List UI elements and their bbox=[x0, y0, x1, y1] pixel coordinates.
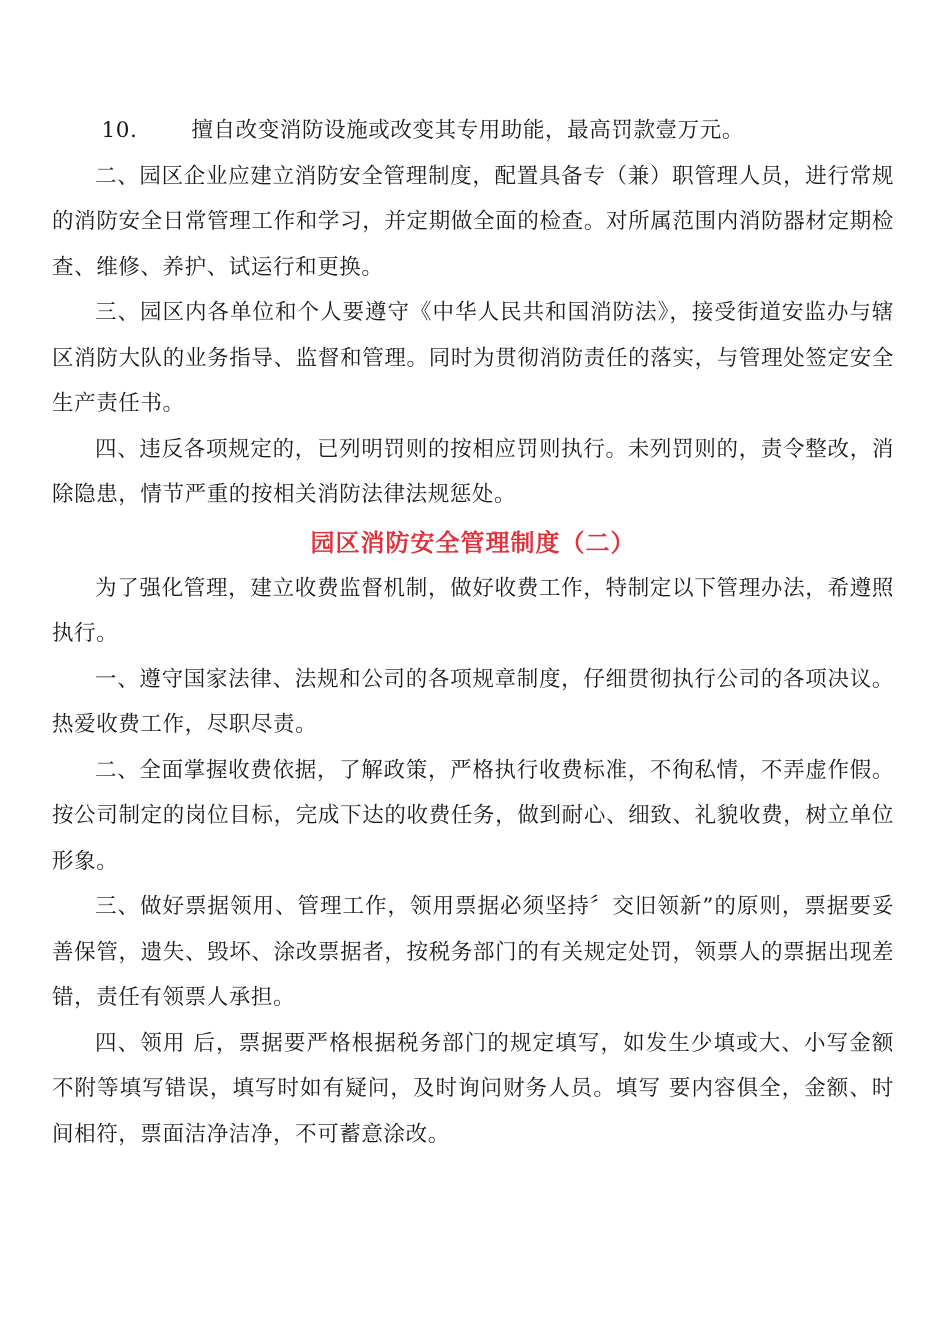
section1-paragraph-2: 二、园区企业应建立消防安全管理制度，配置具备专（兼）职管理人员，进行常规的消防安全日常管理工作和学习，并定期做全面的检查。对所属范围内消防器材定期检查、维修、养护、试运行和更换。 bbox=[52, 163, 894, 280]
section2-paragraph-2: 二、全面掌握收费依据，了解政策，严格执行收费标准，不徇私情，不弄虚作假。按公司制定的岗位目标，完成下达的收费任务，做到耐心、细致、礼貌收费，树立单位形象。 bbox=[52, 757, 894, 874]
section2-paragraph-3: 三、做好票据领用、管理工作，领用票据必须坚持〞交旧领新”的原则，票据要妥善保管，遗失、毁坏、涂改票据者，按税务部门的有关规定处罚，领票人的票据出现差错，责任有领票人承担。 bbox=[52, 894, 894, 1010]
section2-intro: 为了强化管理，建立收费监督机制，做好收费工作，特制定以下管理办法，希遵照执行。 bbox=[52, 575, 894, 646]
document-title: 园区消防安全管理制度（二） bbox=[310, 527, 636, 557]
section2-paragraph-4: 四、领用 后，票据要严格根据税务部门的规定填写，如发生少填或大、小写金额不附等填写错误，填写时如有疑问，及时询问财务人员。填写 要内容俱全，金额、时间相符，票面洁净洁净，不可蓄意涂改。 bbox=[52, 1030, 894, 1147]
list-item-10 bbox=[52, 108, 894, 154]
list-item-text: 擅自改变消防设施或改变其专用助能，最高罚款壹万元。 bbox=[191, 118, 744, 143]
section1-paragraph-3: 三、园区内各单位和个人要遵守《中华人民共和国消防法》，接受街道安监办与辖区消防大队的业务指导、监督和管理。同时为贯彻消防责任的落实，与管理处签定安全生产责任书。 bbox=[52, 300, 894, 416]
document-page bbox=[52, 108, 894, 1157]
list-item-number: 10. bbox=[101, 118, 138, 143]
section1-paragraph-4: 四、违反各项规定的，已列明罚则的按相应罚则执行。未列罚则的，责令整改，消除隐患，情节严重的按相关消防法律法规惩处。 bbox=[52, 436, 894, 507]
section2-paragraph-1: 一、遵守国家法律、法规和公司的各项规章制度，仔细贯彻执行公司的各项决议。热爱收费工作，尽职尽责。 bbox=[52, 666, 894, 737]
